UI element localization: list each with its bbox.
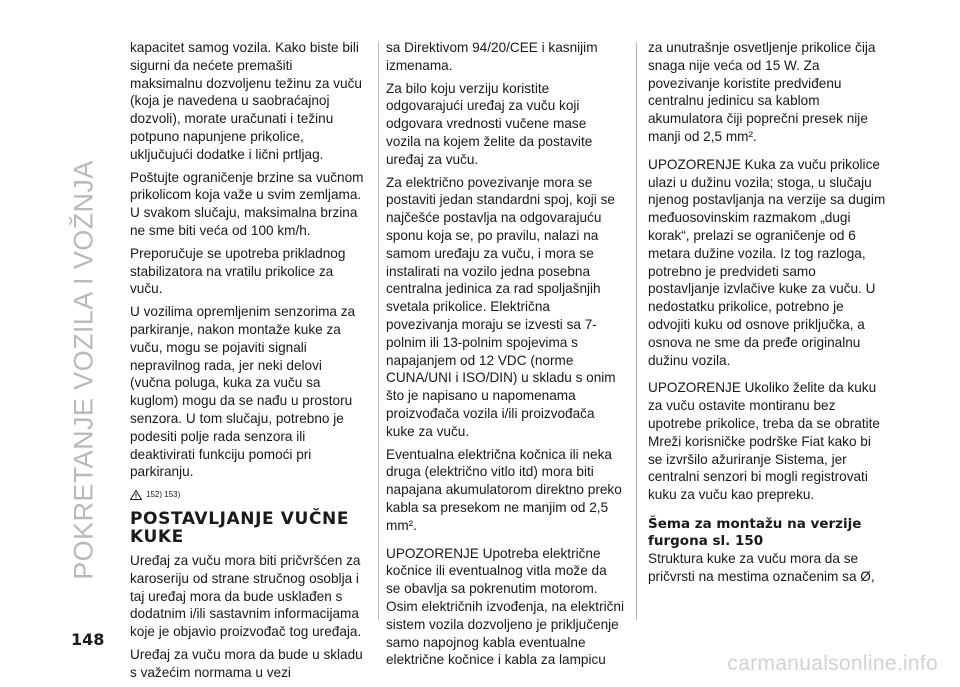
- column-3: [648, 39, 886, 591]
- paragraph: Preporučuje se upotreba prikladnog stabilizatora na vratilu prikolice za vuču.: [130, 245, 346, 297]
- column-1: [130, 39, 365, 687]
- warning-paragraph: UPOZORENJE Upotreba električne kočnice ili eventualnog vitla može da se obavlja sa pokrenutim motorom. Osim električnih izvođenja, na električni sistem vozila dozvoljeno je priključenje samo napojnog kabla eventualne električne kočnice i kabla za lampicu: [386, 545, 624, 668]
- section-heading: POSTAVLJANJE VUČNE KUKE: [130, 508, 350, 547]
- paragraph: kapacitet samog vozila. Kako biste bili sigurni da nećete premašiti maksimalnu dozvoljenu težinu za vuču (koja je navedena u saobraćajnoj dozvoli), morate uračunati i težinu potpuno napunjene prikolice, uključujući dodatke i lični prtljag.: [130, 40, 362, 162]
- paragraph: Struktura kuke za vuču mora da se pričvrsti na mestima označenim sa Ø,: [648, 550, 875, 584]
- paragraph: Uređaj za vuču mora biti pričvršćen za karoseriju od strane stručnog osoblja i taj uređaj mora da bude usklađen s dodatnim i/ili sastavnim informacijama koje je objavio proizvođač tog uređaja.: [130, 552, 362, 640]
- column-divider: [378, 42, 379, 620]
- reference-numbers: 152) 153): [146, 490, 181, 500]
- warning-triangle-icon: [130, 490, 142, 500]
- column-divider: [636, 42, 637, 620]
- paragraph: sa Direktivom 94/20/CEE i kasnijim izmenama.: [386, 40, 598, 73]
- paragraph: Poštujte ograničenje brzine sa vučnom prikolicom koja važe u svim zemljama. U svakom slučaju, maksimalna brzina ne sme biti veća od 100 km/h.: [130, 169, 364, 238]
- watermark: carmanualsonline.info: [727, 652, 938, 675]
- warning-paragraph: UPOZORENJE Kuka za vuču prikolice ulazi u dužinu vozila; stoga, u slučaju njenog postavljanja na verzije sa dugim međuosovinskim razmakom „dugi korak“, prelazi se ograničenje od 6 metara dužine vozila. Iz tog razloga, potrebno je predvideti samo postavljanje izvlačive kuke za vuču. U nedostatku prikolice, potrebno je odvojiti kuku od osnove priključka, a osnova ne sme da pređe originalnu dužinu vozila.: [648, 156, 886, 368]
- subsection-heading: Šema za montažu na verzije furgona sl. 150: [648, 515, 862, 549]
- side-chapter-title: POKRETANJE VOZILA I VOŽNJA: [68, 160, 99, 580]
- warning-paragraph: UPOZORENJE Ukoliko želite da kuku za vuču ostavite montiranu bez upotrebe prikolice, treba da se obratite Mreži korisničke podrške Fiat kako bi se izvršilo ažuriranje Sistema, jer centralni senzori bi mogli registrovati kuku za vuču kao prepreku.: [648, 380, 880, 503]
- paragraph: Za bilo koju verziju koristite odgovarajući uređaj za vuču koji odgovara vrednosti vučene mase vozila na kojem želite da postavite uređaj za vuču.: [386, 80, 593, 167]
- warning-references: [130, 486, 365, 504]
- paragraph: za unutrašnje osvetljenje prikolice čija snaga nije veća od 15 W. Za povezivanje koristite predviđenu centralnu jedinicu sa kablom akumulatora čiji poprečni presek nije manji od 2,5 mm².: [648, 40, 876, 144]
- column-2: [386, 39, 624, 677]
- paragraph: Za električno povezivanje mora se postaviti jedan standardni spoj, koji se najčešće postavlja na odgovarajuću sponu koja se, po pravilu, nalazi na samom uređaju za vuču, i mora se instalirati na vozilo jedna posebna centralna jedinica za rad spoljašnjih svetala prikolice. Električna povezivanja moraju se izvesti sa 7-polnim ili 13-polnim spojevima s napajanjem od 12 VDC (norme CUNA/UNI i ISO/DIN) u skladu s onim što je napisano u napomenama proizvođača vozila i/ili proizvođača kuke za vuču.: [386, 174, 616, 439]
- page-number: 148: [71, 630, 105, 649]
- paragraph: Eventualna električna kočnica ili neka druga (električno vitlo itd) mora biti napajana akumulatorom direktno preko kabla sa presekom ne manjim od 2,5 mm².: [386, 446, 622, 533]
- paragraph: U vozilima opremljenim senzorima za parkiranje, nakon montaže kuke za vuču, mogu se pojaviti signali nepravilnog rada, jer neki delovi (vučna poluga, kuka za vuču sa kuglom) mogu da se nađu u prostoru senzora. U tom slučaju, potrebno je podesiti polje rada senzora ili deaktivirati funkciju pomoći pri parkiranju.: [130, 304, 356, 480]
- paragraph: Uređaj za vuču mora da bude u skladu s važećim normama u vezi: [130, 646, 363, 680]
